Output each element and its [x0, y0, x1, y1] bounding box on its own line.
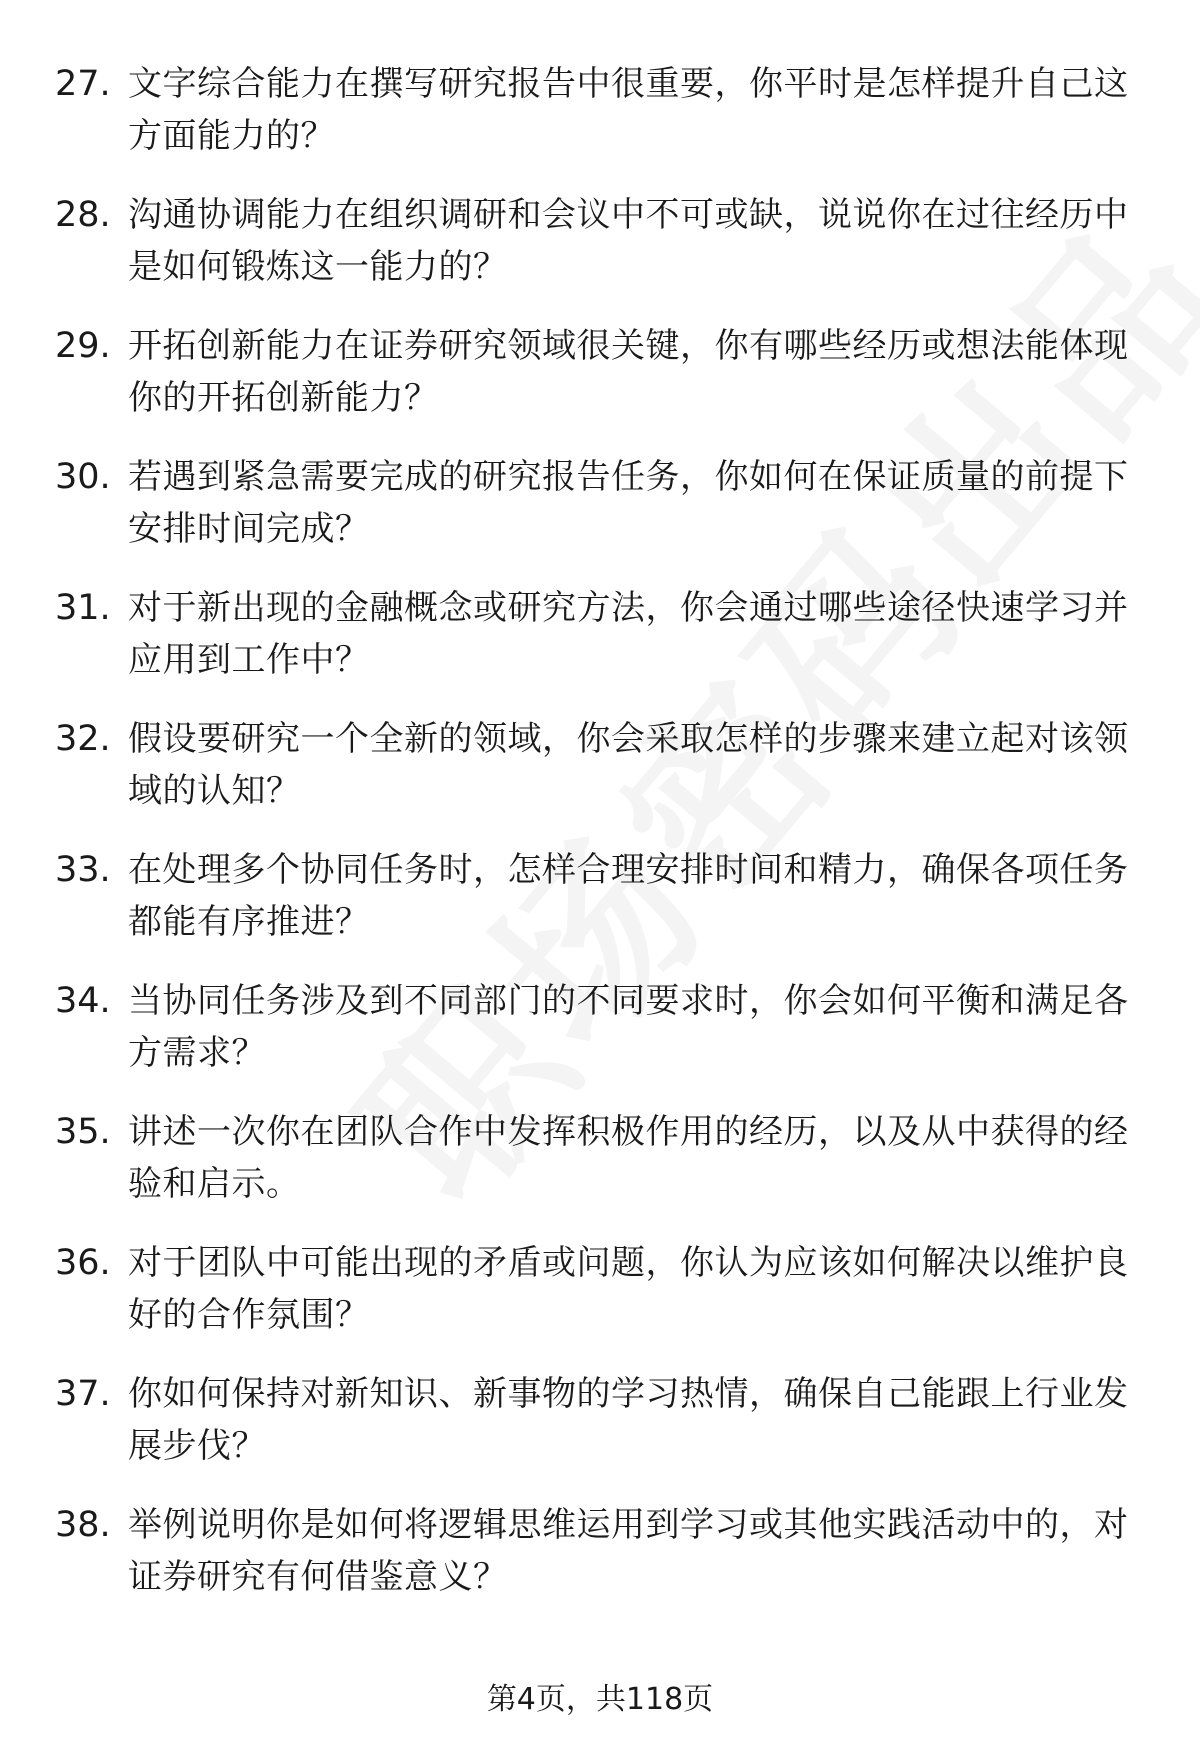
question-number: 32.: [55, 719, 111, 759]
question-number: 34.: [55, 981, 111, 1021]
question-number: 30.: [55, 457, 111, 497]
question-text: 开拓创新能力在证券研究领域很关键，你有哪些经历或想法能体现你的开拓创新能力？: [128, 326, 1129, 418]
question-text: 沟通协调能力在组织调研和会议中不可或缺，说说你在过往经历中是如何锻炼这一能力的？: [128, 195, 1129, 287]
question-number: 27.: [55, 64, 111, 104]
question-item: [0, 1499, 1200, 1630]
question-text: 若遇到紧急需要完成的研究报告任务，你如何在保证质量的前提下安排时间完成？: [128, 457, 1129, 549]
question-item: [0, 451, 1200, 582]
page-number-footer: 第4页，共118页: [486, 1682, 714, 1717]
question-item: [0, 844, 1200, 975]
question-item: [0, 975, 1200, 1106]
question-number: 33.: [55, 850, 111, 890]
question-text: 当协同任务涉及到不同部门的不同要求时，你会如何平衡和满足各方需求？: [128, 981, 1129, 1073]
question-item: [0, 713, 1200, 844]
question-text: 讲述一次你在团队合作中发挥积极作用的经历，以及从中获得的经验和启示。: [128, 1112, 1129, 1204]
question-item: [0, 1106, 1200, 1237]
question-text: 对于新出现的金融概念或研究方法，你会通过哪些途径快速学习并应用到工作中？: [128, 588, 1129, 680]
question-item: [0, 189, 1200, 320]
question-text: 你如何保持对新知识、新事物的学习热情，确保自己能跟上行业发展步伐？: [128, 1374, 1129, 1466]
question-text: 假设要研究一个全新的领域，你会采取怎样的步骤来建立起对该领域的认知？: [128, 719, 1129, 811]
question-number: 35.: [55, 1112, 111, 1152]
question-number: 37.: [55, 1374, 111, 1414]
question-text: 文字综合能力在撰写研究报告中很重要，你平时是怎样提升自己这方面能力的？: [128, 64, 1129, 156]
question-text: 在处理多个协同任务时，怎样合理安排时间和精力，确保各项任务都能有序推进？: [128, 850, 1129, 942]
question-item: [0, 582, 1200, 713]
question-number: 38.: [55, 1505, 111, 1545]
question-text: 举例说明你是如何将逻辑思维运用到学习或其他实践活动中的，对证券研究有何借鉴意义？: [128, 1505, 1129, 1597]
question-item: [0, 1237, 1200, 1368]
question-list: [0, 58, 1200, 1630]
question-text: 对于团队中可能出现的矛盾或问题，你认为应该如何解决以维护良好的合作氛围？: [128, 1243, 1129, 1335]
question-number: 28.: [55, 195, 111, 235]
question-number: 31.: [55, 588, 111, 628]
question-item: [0, 1368, 1200, 1499]
question-item: [0, 320, 1200, 451]
question-number: 29.: [55, 326, 111, 366]
question-number: 36.: [55, 1243, 111, 1283]
question-item: [0, 58, 1200, 189]
